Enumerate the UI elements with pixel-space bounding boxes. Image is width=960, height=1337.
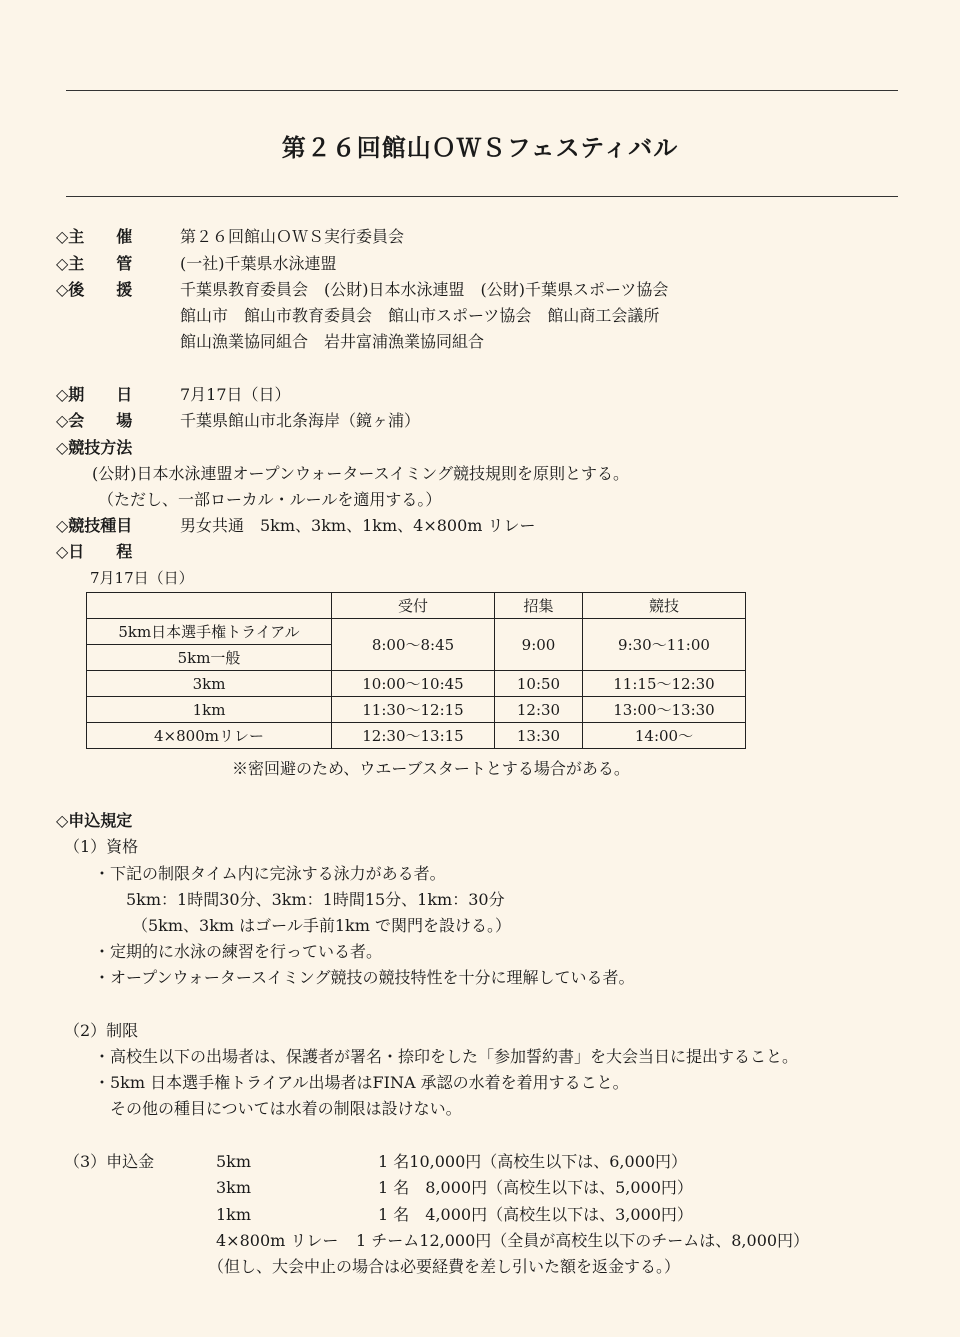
support-label: ◇後 援	[56, 280, 133, 299]
fee-event: 5km	[216, 1152, 252, 1171]
reception-cell: 8:00〜8:45	[332, 619, 495, 671]
schedule-table	[86, 592, 746, 749]
title-rule	[66, 196, 898, 197]
table-row	[87, 697, 746, 723]
manager-value: (一社)千葉県水泳連盟	[180, 254, 337, 273]
reception-cell: 10:00〜10:45	[332, 671, 495, 697]
application-label: ◇申込規定	[56, 811, 133, 830]
call-cell: 13:30	[495, 723, 583, 749]
call-cell: 10:50	[495, 671, 583, 697]
support-line: 館山漁業協同組合 岩井富浦漁業協同組合	[180, 332, 485, 351]
call-cell: 9:00	[495, 619, 583, 671]
event-name-cell: 5km日本選手権トライアル	[87, 619, 332, 645]
header-cell: 招集	[495, 593, 583, 619]
section-heading: （1）資格	[64, 837, 139, 856]
qualification-line: ・オープンウォータースイミング競技の競技特性を十分に理解している者。	[94, 968, 635, 987]
date-value: 7月17日（日）	[180, 385, 291, 404]
race-cell: 9:30〜11:00	[583, 619, 746, 671]
qualification-line: ・下記の制限タイム内に完泳する泳力がある者。	[94, 864, 446, 883]
organizer-value: 第２６回館山ＯＷＳ実行委員会	[180, 227, 405, 246]
schedule-label: ◇日 程	[56, 542, 133, 561]
organizer-label: ◇主 催	[56, 227, 133, 246]
events-label: ◇競技種目	[56, 516, 133, 535]
support-line: 千葉県教育委員会 (公財)日本水泳連盟 (公財)千葉県スポーツ協会	[180, 280, 669, 299]
restriction-line: その他の種目については水着の制限は設けない。	[110, 1099, 462, 1118]
fee-note: （但し、大会中止の場合は必要経費を差し引いた額を返金する。）	[208, 1257, 681, 1276]
venue-label: ◇会 場	[56, 411, 133, 430]
section-heading: （2）制限	[64, 1021, 139, 1040]
schedule-day: 7月17日（日）	[90, 569, 194, 587]
manager-label: ◇主 管	[56, 254, 133, 273]
reception-cell: 11:30〜12:15	[332, 697, 495, 723]
call-cell: 12:30	[495, 697, 583, 723]
fee-amount: 1 名10,000円（高校生以下は、6,000円）	[378, 1152, 688, 1171]
fee-event: 1km	[216, 1205, 252, 1224]
race-cell: 14:00〜	[583, 723, 746, 749]
reception-cell: 12:30〜13:15	[332, 723, 495, 749]
event-name-cell: 1km	[87, 697, 332, 723]
fee-amount: 1 名 4,000円（高校生以下は、3,000円）	[378, 1205, 693, 1224]
section-heading: （3）申込金	[64, 1152, 155, 1171]
venue-value: 千葉県館山市北条海岸（鏡ヶ浦）	[180, 411, 421, 430]
race-cell: 13:00〜13:30	[583, 697, 746, 723]
method-line: (公財)日本水泳連盟オープンウォータースイミング競技規則を原則とする。	[92, 464, 629, 483]
qualification-line: （5km、3km はゴール手前1km で関門を設ける。）	[132, 916, 511, 935]
header-cell	[87, 593, 332, 619]
qualification-line: ・定期的に水泳の練習を行っている者。	[94, 942, 383, 961]
event-name-cell: 4×800mリレー	[87, 723, 332, 749]
fee-event: 3km	[216, 1178, 252, 1197]
method-label: ◇競技方法	[56, 438, 133, 457]
support-line: 館山市 館山市教育委員会 館山市スポーツ協会 館山商工会議所	[180, 306, 660, 325]
fee-event: 4×800m リレー	[216, 1231, 339, 1250]
fee-amount: 1 名 8,000円（高校生以下は、5,000円）	[378, 1178, 693, 1197]
table-row	[87, 723, 746, 749]
table-row	[87, 619, 746, 645]
fee-amount: 1 チーム12,000円（全員が高校生以下のチームは、8,000円）	[356, 1231, 810, 1250]
top-rule	[66, 90, 898, 91]
event-name-cell: 3km	[87, 671, 332, 697]
qualification-line: 5km：1時間30分、3km：1時間15分、1km：30分	[126, 890, 505, 909]
header-cell: 競技	[583, 593, 746, 619]
restriction-line: ・5km 日本選手権トライアル出場者はFINA 承認の水着を着用すること。	[94, 1073, 629, 1092]
race-cell: 11:15〜12:30	[583, 671, 746, 697]
schedule-note: ※密回避のため、ウエーブスタートとする場合がある。	[232, 759, 630, 778]
restriction-line: ・高校生以下の出場者は、保護者が署名・捺印をした「参加誓約書」を大会当日に提出すること。	[94, 1047, 799, 1066]
table-header-row	[87, 593, 746, 619]
events-value: 男女共通 5km、3km、1km、4×800m リレー	[180, 516, 536, 535]
method-line: （ただし、一部ローカル・ルールを適用する。）	[98, 490, 442, 509]
header-cell: 受付	[332, 593, 495, 619]
date-label: ◇期 日	[56, 385, 133, 404]
event-name-cell: 5km一般	[87, 645, 332, 671]
page-title: 第２６回館山ＯＷＳフェスティバル	[281, 133, 679, 162]
table-row	[87, 671, 746, 697]
